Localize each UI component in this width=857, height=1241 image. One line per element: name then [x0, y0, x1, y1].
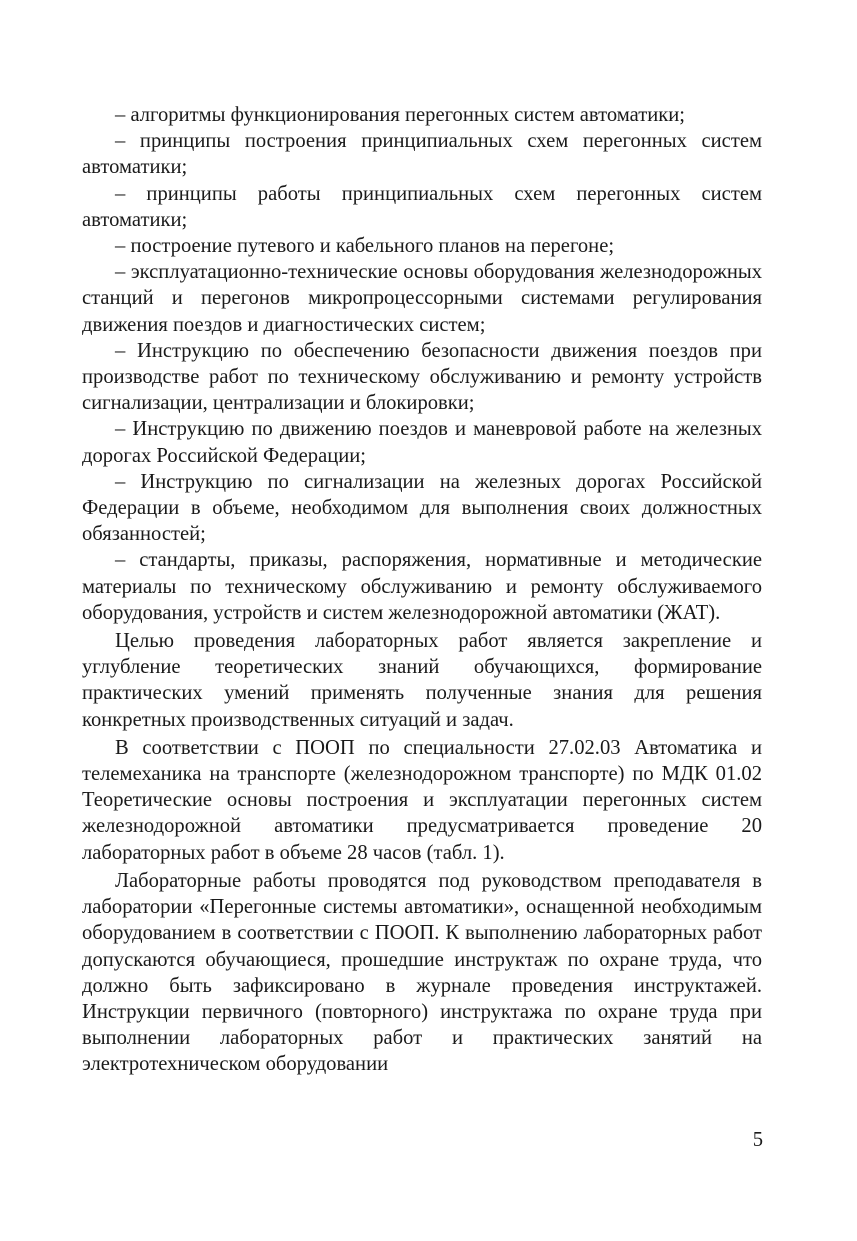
paragraph-goal: Целью проведения лабораторных работ является закрепление и углубление теоретических знаний обучающихся, формирование практических умений применять полученные знания для решения конкретных производственных ситуаций и задач. [82, 630, 762, 731]
list-item-train-movement-instruction: – Инструкцию по движению поездов и маневровой работе на железных дорогах Российской Федерации; [82, 418, 762, 467]
list-item-algorithms: – алгоритмы функционирования перегонных систем автоматики; [115, 104, 686, 126]
paragraph-curriculum: В соответствии с ПООП по специальности 27.02.03 Автоматика и телемеханика на транспорте (железнодорожном транспорте) по МДК 01.02 Теоретические основы построения и эксплуатации перегонных систем железнодорожной автоматики предусматривается проведение 20 лабораторных работ в объеме 28 часов (табл. 1). [82, 736, 762, 864]
list-item-safety-instruction: – Инструкцию по обеспечению безопасности движения поездов при производстве работ по техническому обслуживанию и ремонту устройств сигнализации, централизации и блокировки; [82, 339, 762, 415]
document-page [82, 102, 762, 1078]
list-item-track-cable-plans: – построение путевого и кабельного планов на перегоне; [115, 235, 615, 258]
page-number: 5 [752, 1129, 763, 1151]
list-item-equipment-basics: – эксплуатационно-технические основы оборудования железнодорожных станций и перегонов микропроцессорными системами регулирования движения поездов и диагностических систем; [82, 261, 762, 336]
list-item-circuit-construction: – принципы построения принципиальных схем перегонных систем автоматики; [82, 130, 762, 179]
list-item-standards: – стандарты, приказы, распоряжения, нормативные и методические материалы по техническому обслуживанию и ремонту обслуживаемого оборудования, устройств и систем железнодорожной автоматики (ЖАТ). [82, 549, 762, 624]
paragraph-lab-organization: Лабораторные работы проводятся под руководством преподавателя в лаборатории «Перегонные системы автоматики», оснащенной необходимым оборудованием в соответствии с ПООП. К выполнению лабораторных работ допускаются обучающиеся, прошедшие инструктаж по охране труда, что должно быть зафиксировано в журнале проведения инструктажей. Инструкции первичного (повторного) инструктажа по охране труда при выполнении лабораторных работ и практических занятий на электротехническом оборудовании [82, 869, 762, 1076]
list-item-signalling-instruction: – Инструкцию по сигнализации на железных дорогах Российской Федерации в объеме, необходимом для выполнения своих должностных обязанностей; [82, 470, 762, 546]
list-item-circuit-operation: – принципы работы принципиальных схем перегонных систем автоматики; [82, 182, 762, 231]
